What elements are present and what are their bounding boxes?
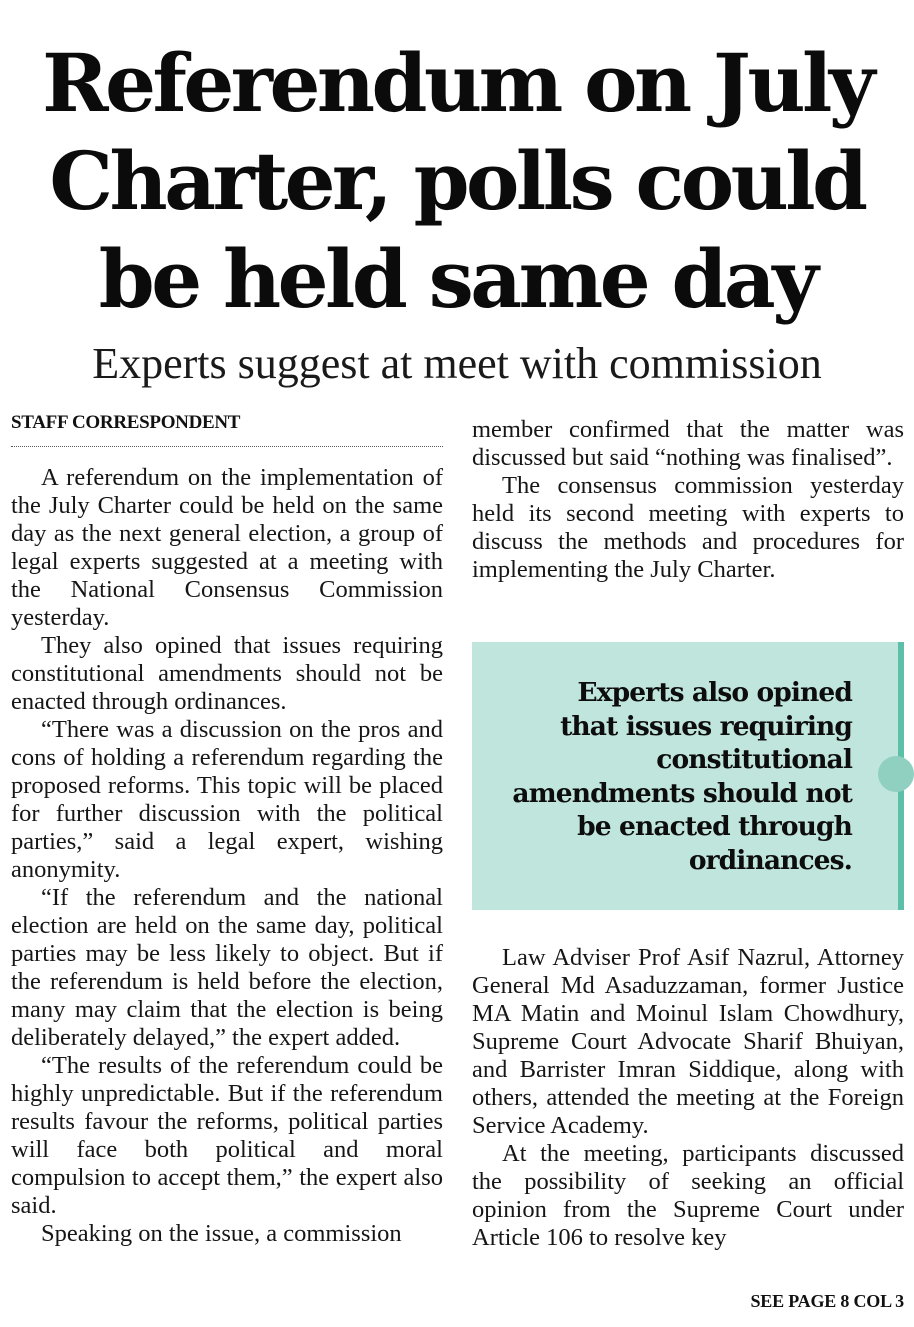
continuation-line: SEE PAGE 8 COL 3 xyxy=(750,1291,904,1311)
headline-line-3: be held same day xyxy=(98,232,816,326)
paragraph: “If the referendum and the national election are held on the same day, political parties may be less likely to object. But if the referendum is held before the election, many may claim that the election is being deliberately delayed,” the expert added. xyxy=(11,884,443,1051)
headline-line-2: Charter, polls could xyxy=(49,134,865,228)
paragraph: “There was a discussion on the pros and cons of holding a referendum regarding the proposed reforms. This topic will be placed for further discussion with the political parties,” said a legal expert, wishing anonymity. xyxy=(11,716,443,883)
paragraph: Law Adviser Prof Asif Nazrul, Attorney General Md Asaduzzaman, former Justice MA Matin and Moinul Islam Chowdhury, Supreme Court Advocate Sharif Bhuiyan, and Barrister Imran Siddique, along with others, attended the meeting at the Foreign Service Academy. xyxy=(472,944,904,1139)
pull-quote-decorative-dot xyxy=(878,756,914,792)
byline: STAFF CORRESPONDENT xyxy=(11,410,443,447)
paragraph: At the meeting, participants discussed the possibility of seeking an official opinion from the Supreme Court under Article 106 to resolve key xyxy=(472,1140,904,1251)
article-column-right-bottom xyxy=(472,944,904,1252)
paragraph: They also opined that issues requiring constitutional amendments should not be enacted through ordinances. xyxy=(11,632,443,715)
paragraph: The consensus commission yesterday held its second meeting with experts to discuss the methods and procedures for implementing the July Charter. xyxy=(472,472,904,583)
paragraph: A referendum on the implementation of the July Charter could be held on the same day as the next general election, a group of legal experts suggested at a meeting with the National Consensus Commission yesterday. xyxy=(11,464,443,631)
paragraph: “The results of the referendum could be highly unpredictable. But if the referendum results favour the reforms, political parties will face both political and moral compulsion to accept them,” the expert also said. xyxy=(11,1052,443,1219)
headline xyxy=(0,34,914,328)
paragraph-continued: member confirmed that the matter was discussed but said “nothing was finalised”. xyxy=(472,416,904,471)
pull-quote-box xyxy=(472,642,904,910)
article-column-left xyxy=(11,464,443,1248)
pull-quote-text: Experts also opined that issues requiring constitutional amendments should not be enacted through ordinances. xyxy=(512,677,852,876)
paragraph: Speaking on the issue, a commission xyxy=(41,1220,402,1247)
subheadline: Experts suggest at meet with commission xyxy=(92,339,822,388)
headline-line-1: Referendum on July xyxy=(42,36,872,130)
article-column-right-top xyxy=(472,416,904,584)
